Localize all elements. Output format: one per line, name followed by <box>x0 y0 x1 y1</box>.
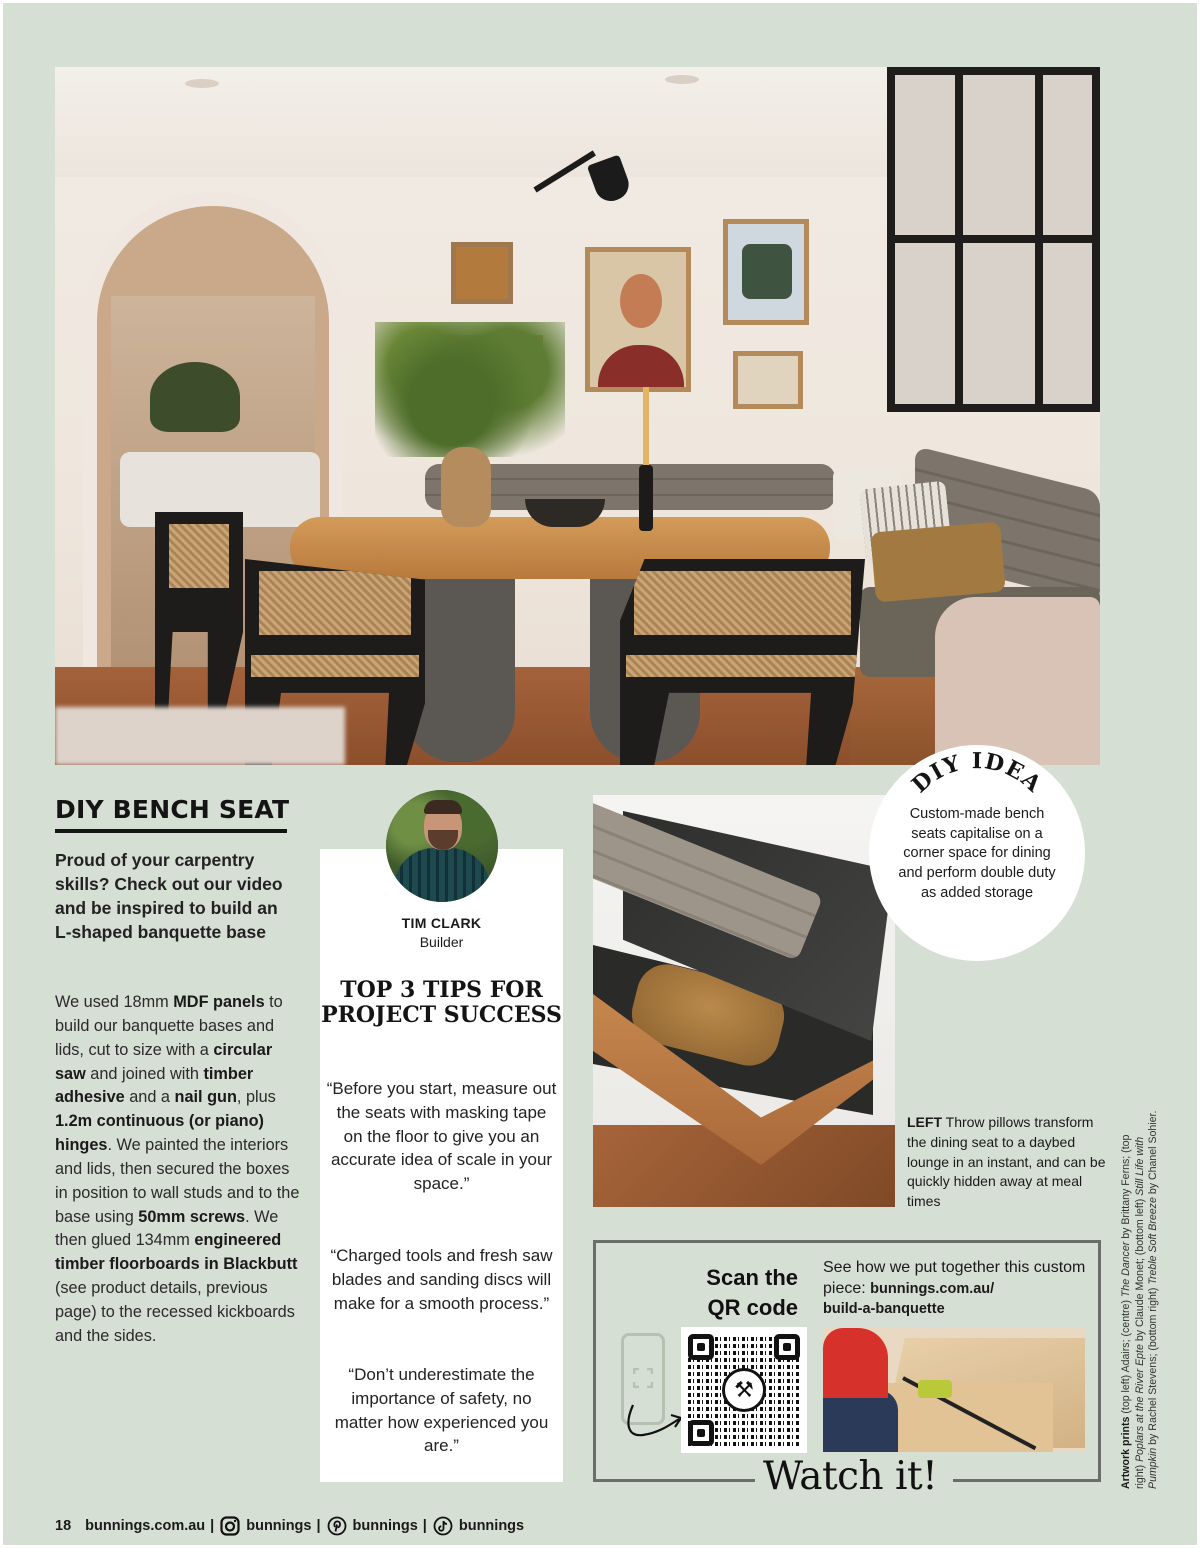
artwork-poplars <box>723 219 809 325</box>
artwork-credits: Artwork prints (top left) Adairs; (centre) The Dancer by Brittany Ferns; (top right) Poplars at the River Epte by Claude Monet; (bottom left) Still Life with Pumpkin by Rachel Stevens; (bottom right) Treble Soft Breeze by Chanel Sohier. <box>1120 1110 1160 1489</box>
throw-blanket <box>935 597 1100 765</box>
foreground-blur <box>55 707 345 765</box>
avatar-tim-clark <box>386 790 498 902</box>
footer-website[interactable]: bunnings.com.au <box>85 1518 206 1534</box>
page-number: 18 <box>55 1518 72 1534</box>
downlight <box>665 75 699 84</box>
qr-code[interactable] <box>681 1327 807 1453</box>
candlestick <box>639 465 653 531</box>
video-link[interactable]: bunnings.com.au/ <box>870 1280 995 1297</box>
artwork-top-left <box>451 242 513 304</box>
black-framed-window <box>887 67 1100 412</box>
scan-qr-label: Scan the QR code <box>706 1265 798 1320</box>
instagram-handle[interactable]: bunnings <box>246 1518 312 1534</box>
tiktok-icon[interactable] <box>432 1515 454 1537</box>
vase <box>441 447 491 527</box>
video-link[interactable]: build-a-banquette <box>823 1301 945 1317</box>
artwork-the-dancer <box>585 247 691 392</box>
storage-bench-photo <box>593 795 895 1207</box>
article-intro: Proud of your carpentry skills? Check out our video and be inspired to build an L-shaped banquette base <box>55 850 283 942</box>
video-thumbnail[interactable] <box>823 1328 1085 1452</box>
video-description: See how we put together this custom piece: bunnings.com.au/ build-a-banquette <box>823 1259 1086 1317</box>
artwork-soft-breeze <box>733 351 803 409</box>
downlight <box>185 79 219 88</box>
magazine-page <box>3 3 1197 1545</box>
box-rule <box>593 1479 755 1482</box>
tip-quote-3: “Don’t underestimate the importance of safety, no matter how experienced you are.” <box>334 1365 549 1456</box>
watch-it-label: Watch it! <box>763 1454 938 1499</box>
pinterest-handle[interactable]: bunnings <box>352 1518 418 1534</box>
curved-arrow-icon <box>623 1403 685 1443</box>
caption-label: LEFT <box>907 1114 942 1130</box>
box-rule <box>953 1479 1101 1482</box>
mustard-cushion <box>870 521 1006 602</box>
hero-photo-dining-room <box>55 67 1100 765</box>
foliage-arrangement <box>375 322 565 457</box>
lounge-plant <box>150 362 240 432</box>
tiktok-handle[interactable]: bunnings <box>458 1518 525 1534</box>
expert-name: TIM CLARK <box>401 915 482 931</box>
credits-label: Artwork prints <box>1120 1416 1132 1489</box>
diy-idea-text: Custom-made bench seats capitalise on a corner space for dining and perform double duty as added storage <box>898 806 1056 901</box>
svg-text:DIY IDEA: DIY IDEA <box>906 748 1048 799</box>
article-heading: DIY BENCH SEAT <box>55 795 290 824</box>
caption-text: Throw pillows transform the dining seat to a daybed lounge in an instant, and can be quickly hidden away at meal times <box>907 1114 1106 1210</box>
candle <box>643 387 649 467</box>
heading-underline <box>55 829 287 833</box>
article-body: We used 18mm MDF panels to build our banquette bases and lids, cut to size with a circular saw and joined with timber adhesive and a nail gun, plus 1.2m continuous (or piano) hinges. We painted the interiors and lids, then secured the boxes in position to wall studs and to the base using 50mm screws. We then glued 134mm engineered timber floorboards in Blackbutt (see product details, previous page) to the recessed kickboards and the sides. <box>55 993 300 1345</box>
photo-caption <box>907 1113 1107 1212</box>
pinterest-icon[interactable] <box>326 1515 348 1537</box>
tip-quote-2: “Charged tools and fresh saw blades and sanding discs will make for a smooth process.” <box>330 1246 553 1313</box>
expert-role: Builder <box>419 934 464 950</box>
tip-quote-1: “Before you start, measure out the seats with masking tape on the floor to give you an accurate idea of scale in your space.” <box>326 1079 557 1194</box>
tips-title: TOP 3 TIPS FOR PROJECT SUCCESS <box>321 977 562 1028</box>
page-footer: 18 bunnings.com.au | bunnings | bunnings | bunnings <box>55 1515 524 1537</box>
instagram-icon[interactable] <box>219 1515 241 1537</box>
hammer-icon: ⚒ <box>722 1368 766 1412</box>
